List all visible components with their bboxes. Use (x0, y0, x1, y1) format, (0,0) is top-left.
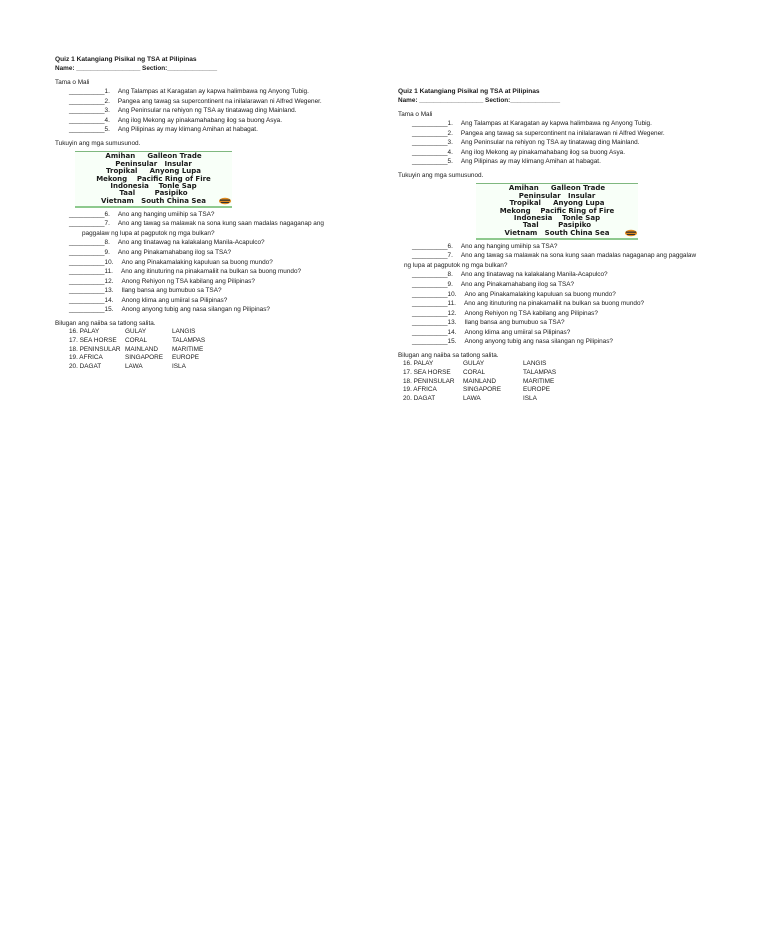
true-false-item (55, 98, 375, 107)
section-heading-odd-one-out: Bilugan ang naiiba sa tatlong salita. (55, 319, 156, 327)
question-text: Ang Pilipinas ay may klimang Amihan at habagat. (117, 126, 258, 134)
choice-word: GULAY (463, 360, 485, 368)
answer-blank: __________12. (412, 309, 457, 317)
identification-item (398, 310, 718, 319)
true-false-item (398, 120, 718, 129)
choice-word: ISLA (172, 363, 186, 371)
section-heading-true-false: Tama o Mali (55, 78, 90, 86)
true-false-list (398, 120, 718, 167)
word-bank (75, 151, 232, 207)
identification-item (398, 300, 718, 309)
question-text: Ang Talampas at Karagatan ay kapwa halimbawa ng Anyong Tubig. (460, 120, 652, 128)
word-bank-row: Vietnam South China Sea (504, 228, 610, 237)
choice-word: SINGAPORE (463, 386, 501, 394)
choice-word: 20. DAGAT (69, 363, 102, 371)
question-text: Ano ang tinatawag na kalakalang Manila-Acapulco? (460, 271, 608, 279)
identification-list (55, 211, 375, 315)
odd-one-out-list (398, 360, 718, 403)
answer-blank: __________2. (69, 97, 110, 105)
choice-word: MARITIME (172, 345, 204, 353)
answer-blank: __________15. (69, 306, 114, 314)
choice-word: MAINLAND (463, 377, 497, 385)
answer-blank: __________13. (412, 319, 457, 327)
quiz-sheet-left (55, 56, 375, 372)
answer-blank: __________13. (69, 287, 114, 295)
answer-blank: __________11. (412, 300, 456, 308)
identification-item (55, 239, 375, 248)
question-text: Ang Peninsular na rehiyon ng TSA ay tinatawag ding Mainland. (117, 107, 297, 115)
choice-word: 19. AFRICA (69, 354, 103, 362)
question-text-continued: paggalaw ng lupa at pagputok ng mga bulkan? (82, 229, 215, 237)
answer-blank: __________1. (412, 120, 453, 128)
choice-word: SINGAPORE (125, 354, 163, 362)
answer-blank: __________14. (69, 296, 114, 304)
choice-word: 20. DAGAT (403, 395, 436, 403)
word-bank-row: Mekong Pacific Ring of Fire (499, 206, 615, 215)
word-bank-row: Amihan Galleon Trade (508, 184, 606, 193)
word-bank-row: Taal Pasipiko (522, 221, 592, 230)
odd-one-out-row (398, 360, 718, 369)
identification-item (55, 306, 375, 315)
answer-blank: __________9. (412, 281, 453, 288)
question-text: Ilang bansa ang bumubuo sa TSA? (464, 319, 565, 327)
question-text: Ano ang tinatawag na kalakalang Manila-Acapulco? (117, 239, 265, 247)
answer-blank: __________6. (412, 242, 453, 250)
odd-one-out-row (398, 369, 718, 378)
choice-word: LAWA (125, 363, 143, 371)
identification-item (398, 338, 718, 347)
odd-one-out-row (55, 346, 375, 355)
answer-blank: __________3. (412, 139, 453, 147)
word-bank-row: Peninsular Insular (115, 159, 192, 168)
identification-item (55, 259, 375, 268)
question-text: Anong klima ang umiiral sa Pilipinas? (464, 328, 571, 336)
identification-item (55, 220, 375, 229)
choice-word: LANGIS (172, 328, 196, 336)
question-text: Anong klima ang umiiral sa Pilipinas? (121, 296, 228, 304)
answer-blank: __________6. (69, 210, 110, 218)
word-bank-row: Indonesia Tonle Sap (513, 213, 601, 222)
choice-word: TALAMPAS (172, 337, 206, 345)
word-bank-row: Tropikal Anyong Lupa (509, 199, 605, 208)
answer-blank: __________9. (69, 249, 110, 256)
identification-item (398, 252, 718, 261)
question-text-continued: ng lupa at pagputok ng mga bulkan? (404, 261, 508, 269)
question-text: Anong Rehiyon ng TSA kabilang ang Pilipinas? (464, 309, 598, 317)
choice-word: MARITIME (523, 377, 555, 385)
choice-word: ISLA (523, 395, 537, 403)
answer-blank: __________8. (412, 271, 453, 279)
true-false-item (398, 130, 718, 139)
odd-one-out-row (55, 337, 375, 346)
word-bank-row: Indonesia Tonle Sap (110, 181, 197, 190)
choice-word: 16. PALAY (403, 360, 434, 368)
odd-one-out-row (55, 363, 375, 372)
section-heading-odd-one-out: Bilugan ang naiiba sa tatlong salita. (398, 351, 499, 359)
question-text: Ano ang Pinakamalaking kapuluan sa buong mundo? (464, 290, 616, 298)
answer-blank: __________12. (69, 277, 114, 285)
answer-blank: __________10. (412, 290, 457, 298)
identification-item (398, 271, 718, 280)
question-text: Pangea ang tawag sa supercontinent na inilalarawan ni Alfred Wegener. (117, 97, 322, 105)
identification-item (398, 243, 718, 252)
answer-blank: __________1. (69, 88, 110, 96)
answer-blank: __________5. (412, 158, 453, 166)
choice-word: 17. SEA HORSE (69, 337, 117, 345)
question-text: Ang Peninsular na rehiyon ng TSA ay tinatawag ding Mainland. (460, 139, 640, 147)
choice-word: MAINLAND (125, 345, 159, 353)
identification-item (55, 278, 375, 287)
answer-blank: __________2. (412, 129, 453, 137)
answer-blank: __________3. (69, 107, 110, 115)
answer-blank: __________5. (69, 126, 110, 134)
answer-blank: __________8. (69, 239, 110, 247)
choice-word: LANGIS (523, 360, 547, 368)
word-bank-row: Vietnam South China Sea (101, 196, 206, 205)
question-text: Pangea ang tawag sa supercontinent na inilalarawan ni Alfred Wegener. (460, 129, 665, 137)
choice-word: 16. PALAY (69, 328, 100, 336)
identification-item (398, 291, 718, 300)
word-bank (476, 183, 638, 239)
question-text: Ang ilog Mekong ay pinakamahabang ilog sa buong Asya. (460, 148, 626, 156)
true-false-item (398, 149, 718, 158)
choice-word: 18. PENINSULAR (69, 345, 121, 353)
choice-word: 18. PENINSULAR (403, 377, 455, 385)
clipart-icon (218, 196, 232, 205)
odd-one-out-list (55, 328, 375, 371)
identification-item (55, 287, 375, 296)
identification-item (55, 297, 375, 306)
choice-word: CORAL (463, 369, 486, 377)
question-text: Ano ang Pinakamalaking kapuluan sa buong mundo? (121, 258, 273, 266)
identification-item (398, 281, 718, 290)
true-false-item (55, 126, 375, 135)
choice-word: 19. AFRICA (403, 386, 437, 394)
choice-word: LAWA (463, 395, 481, 403)
word-bank-row: Taal Pasipiko (119, 189, 188, 198)
true-false-item (55, 88, 375, 97)
word-bank-row: Mekong Pacific Ring of Fire (96, 174, 211, 183)
question-text: Ano ang Pinakamahabang ilog sa TSA? (117, 249, 232, 256)
question-text: Ilang bansa ang bumubuo sa TSA? (121, 287, 222, 295)
question-text: Ano ang itinuturing na pinakamaliit na bulkan sa buong mundo? (463, 300, 645, 308)
odd-one-out-row (55, 328, 375, 337)
section-heading-identification: Tukuyin ang mga sumusunod. (398, 171, 484, 179)
question-text: Ano ang Pinakamahabang ilog sa TSA? (460, 281, 575, 288)
odd-one-out-row (398, 395, 718, 404)
choice-word: EUROPE (523, 386, 550, 394)
true-false-item (398, 139, 718, 148)
choice-word: TALAMPAS (523, 369, 557, 377)
true-false-list (55, 88, 375, 135)
true-false-item (55, 107, 375, 116)
question-text: Ano ang tawag sa malawak na sona kung saan madalas nagaganap ang paggalaw (460, 252, 697, 260)
name-section-line: Name: __________________ Section:______________ (398, 96, 561, 104)
answer-blank: __________15. (412, 338, 457, 346)
answer-blank: __________14. (412, 328, 457, 336)
odd-one-out-row (55, 354, 375, 363)
odd-one-out-row (398, 378, 718, 387)
choice-word: EUROPE (172, 354, 199, 362)
clipart-icon (624, 228, 638, 237)
name-section-line: Name: __________________ Section:______________ (55, 64, 218, 72)
word-bank-row: Peninsular Insular (518, 191, 596, 200)
question-text: Ano ang itinuturing na pinakamaliit na bulkan sa buong mundo? (120, 268, 302, 276)
answer-blank: __________7. (412, 252, 453, 260)
question-text: Ano ang hanging umiihip sa TSA? (460, 242, 558, 250)
section-heading-true-false: Tama o Mali (398, 110, 433, 118)
choice-word: CORAL (125, 337, 148, 345)
identification-item (55, 211, 375, 220)
question-text: Ang Pilipinas ay may klimang Amihan at habagat. (460, 158, 601, 166)
identification-item (55, 268, 375, 277)
identification-item (398, 329, 718, 338)
answer-blank: __________4. (69, 116, 110, 124)
odd-one-out-row (398, 386, 718, 395)
question-text: Ano ang tawag sa malawak na sona kung saan madalas nagaganap ang (117, 220, 324, 228)
choice-word: 17. SEA HORSE (403, 369, 451, 377)
true-false-item (398, 158, 718, 167)
choice-word: GULAY (125, 328, 147, 336)
section-heading-identification: Tukuyin ang mga sumusunod. (55, 139, 141, 147)
identification-list (398, 243, 718, 347)
identification-item (398, 319, 718, 328)
word-bank-row: Tropikal Anyong Lupa (105, 167, 202, 176)
word-bank-row: Amihan Galleon Trade (105, 152, 202, 161)
answer-blank: __________11. (69, 268, 113, 276)
quiz-sheet-right (398, 88, 718, 404)
answer-blank: __________10. (69, 258, 114, 266)
answer-blank: __________7. (69, 220, 110, 228)
question-text: Ano ang hanging umiihip sa TSA? (117, 210, 215, 218)
question-text: Anong anyong tubig ang nasa silangan ng Pilipinas? (464, 338, 613, 346)
answer-blank: __________4. (412, 148, 453, 156)
quiz-title: Quiz 1 Katangiang Pisikal ng TSA at Pilipinas (55, 56, 197, 63)
true-false-item (55, 117, 375, 126)
question-text: Ang Talampas at Karagatan ay kapwa halimbawa ng Anyong Tubig. (117, 88, 309, 96)
quiz-title: Quiz 1 Katangiang Pisikal ng TSA at Pilipinas (398, 88, 540, 95)
question-text: Ang ilog Mekong ay pinakamahabang ilog sa buong Asya. (117, 116, 283, 124)
question-text: Anong Rehiyon ng TSA kabilang ang Pilipinas? (121, 277, 255, 285)
identification-item (55, 249, 375, 258)
question-text: Anong anyong tubig ang nasa silangan ng Pilipinas? (121, 306, 270, 314)
